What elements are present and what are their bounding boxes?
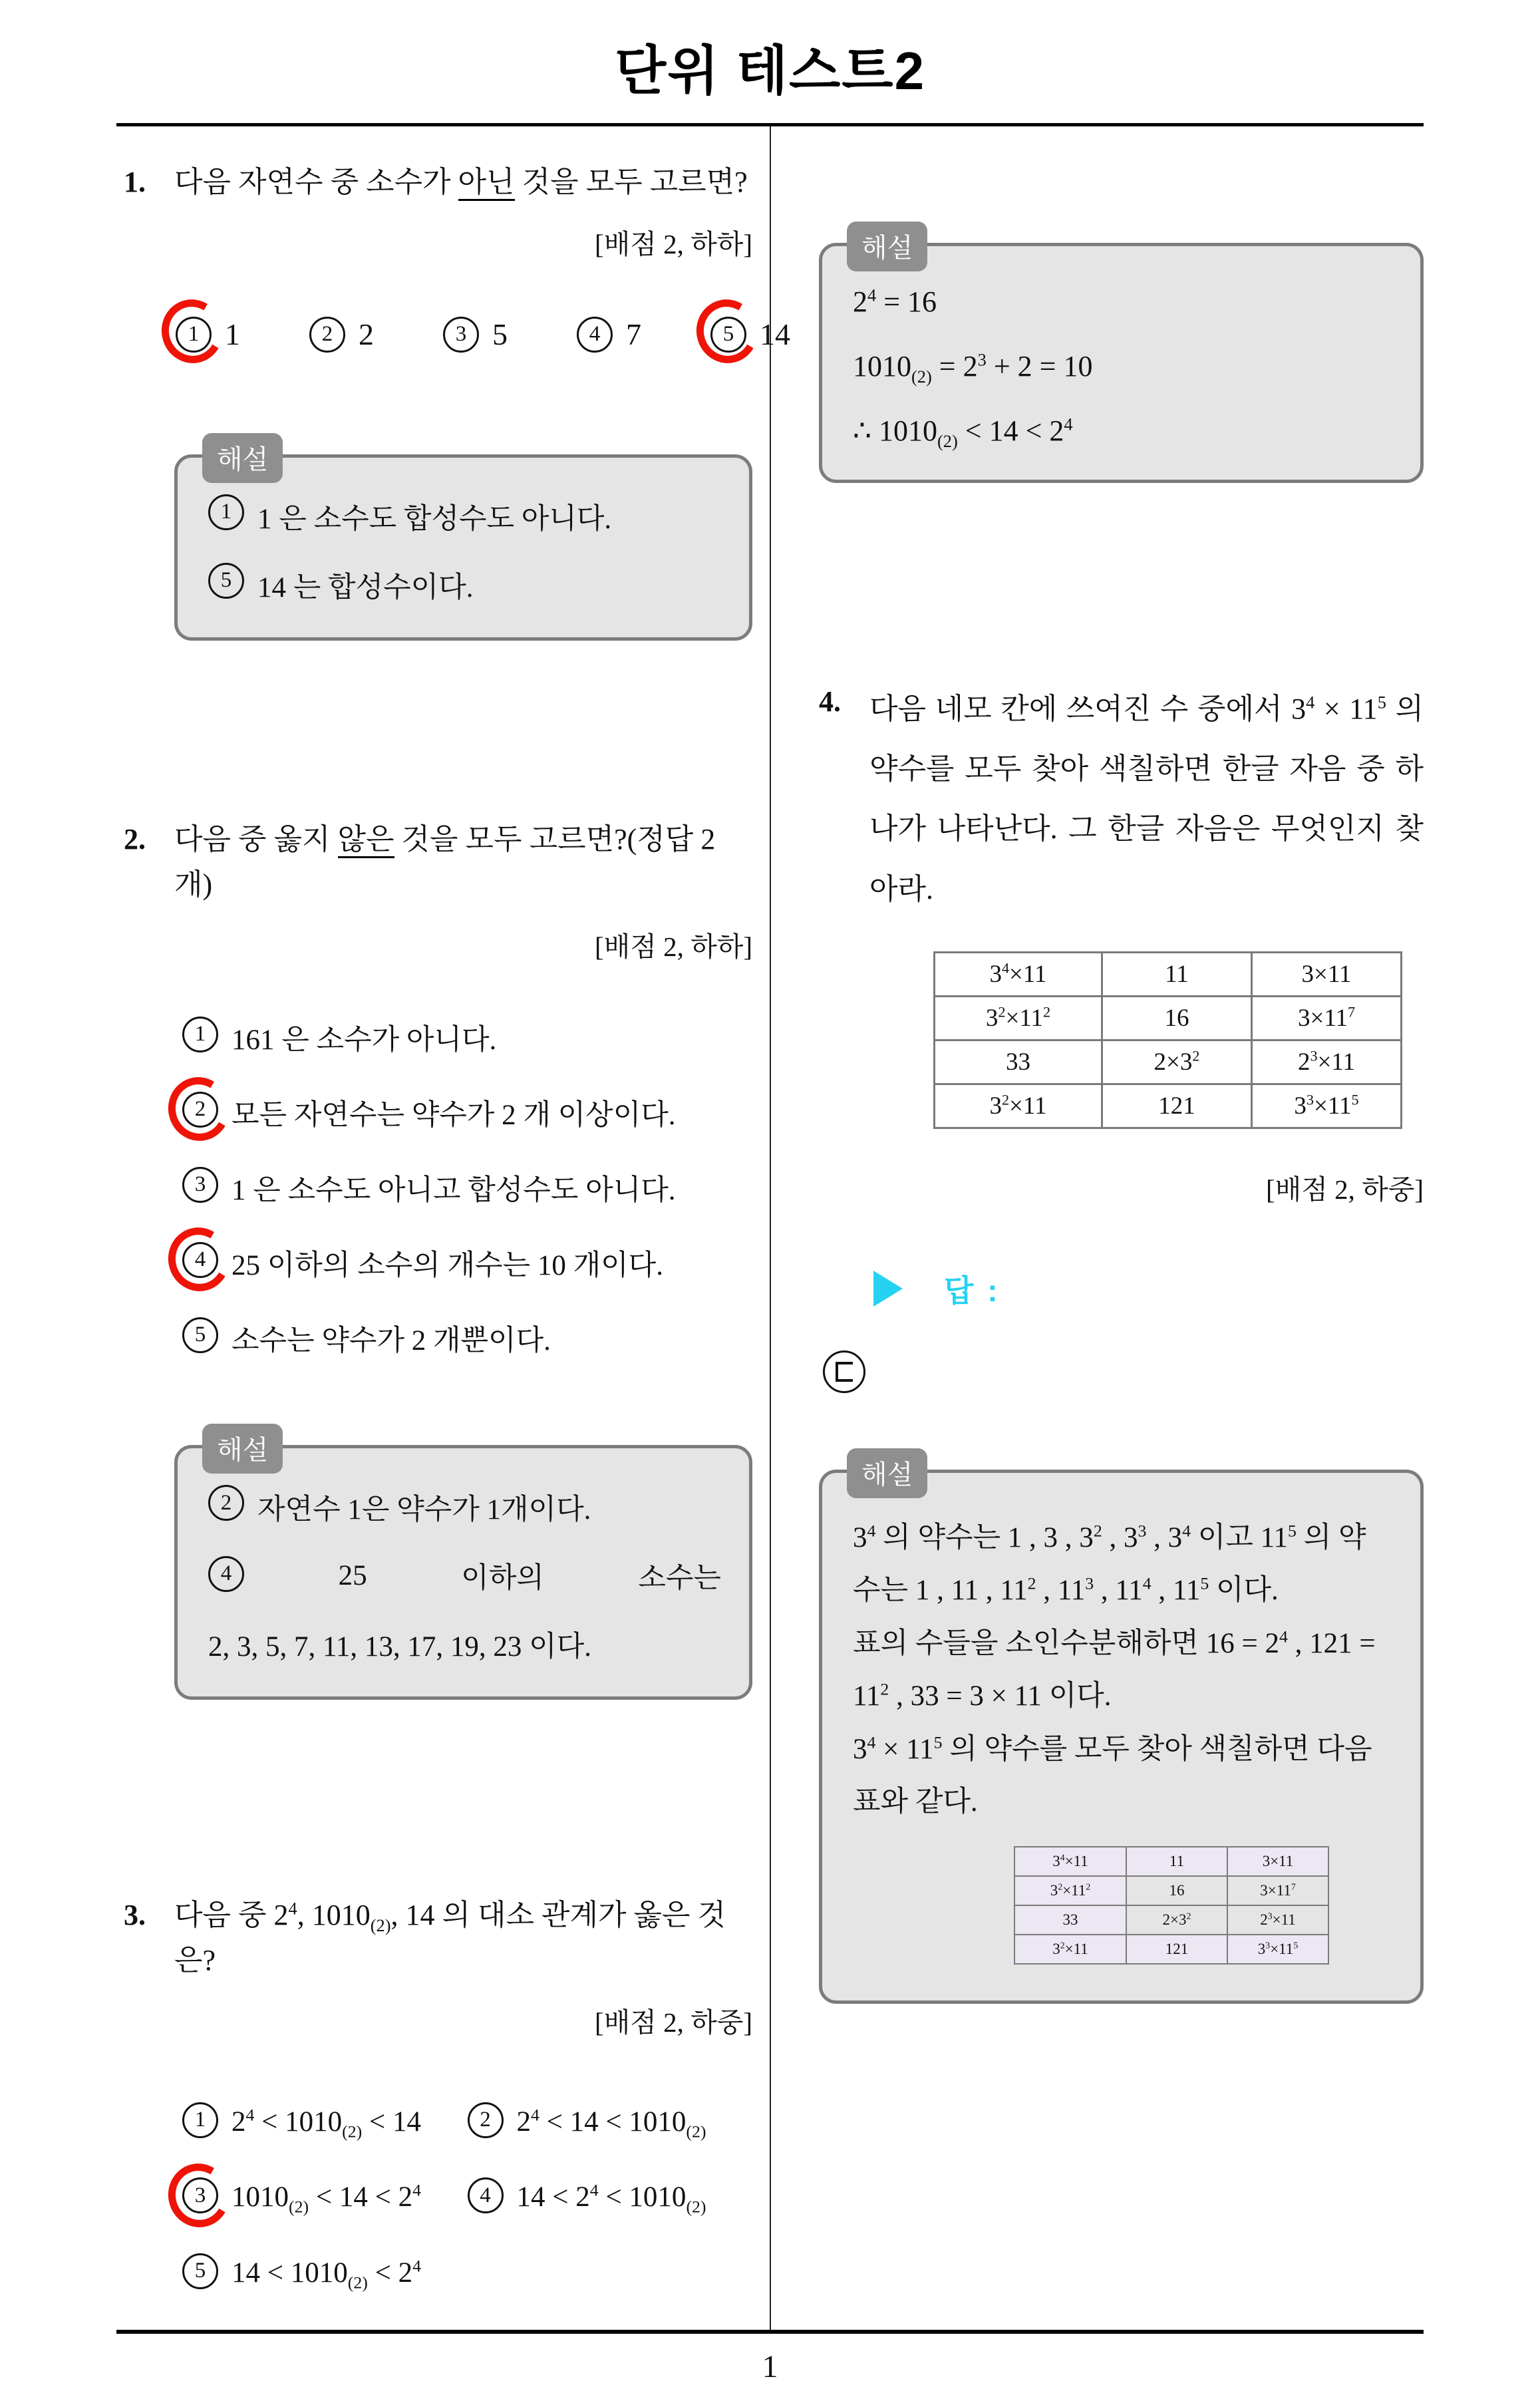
option-2 (468, 2103, 753, 2140)
option-math: $14 < 1010_{(2)} < 2^4$ (231, 2256, 422, 2293)
question-2-text: 다음 중 옳지 않은 것을 모두 고르면?(정답 2개) (174, 822, 716, 901)
explanation-paragraph: $3^4 \times 11^5$ 의 약수를 모두 찾아 색칠하면 다음 표와 같다. (853, 1732, 1372, 1818)
explanation-tab: 해설 (847, 222, 927, 271)
page-title: 단위 테스트2 (614, 41, 926, 100)
question-1-points: [배점 2, 하하] (595, 229, 752, 260)
explanation-paragraph: 표의 수들을 소인수분해하면 $16 = 2^4$ , $121 = 11^2$ , 33 = 3 × 11 이다. (853, 1627, 1376, 1712)
table-cell: $2^3\times 11$ (1252, 1040, 1402, 1084)
option-1 (176, 315, 240, 355)
question-3-options (182, 2103, 752, 2291)
question-2-points: [배점 2, 하하] (595, 931, 752, 963)
table-cell: $3^4\times 11$ (1014, 1847, 1126, 1876)
table-row (935, 1084, 1402, 1128)
option-marker: 4 (208, 1556, 244, 1592)
option-marker: 4 (468, 2177, 504, 2213)
option-4 (577, 315, 641, 355)
explanation-tab: 해설 (202, 433, 283, 483)
table-row (1014, 1847, 1328, 1876)
option-marker: 3 (443, 317, 479, 353)
option-text: 25 이하의 소수의 개수는 10 개이다. (231, 1250, 663, 1282)
two-column-layout (0, 126, 1540, 2330)
footer-rule (116, 2330, 1424, 2334)
option-math: $1010_{(2)} < 14 < 2^4$ (231, 2180, 422, 2217)
option-value: 7 (626, 317, 641, 352)
table-cell: $3^4\times 11$ (935, 952, 1102, 996)
option-marker: 5 (182, 2253, 218, 2289)
option-math: $2^4 < 14 < 1010_{(2)}$ (516, 2105, 706, 2142)
explanation-line: 4 25 이하의 소수는 (208, 1555, 721, 1596)
option-1 (182, 2103, 468, 2140)
question-1-options (176, 315, 790, 355)
explanation-line: $1010_{(2)} = 2^3 + 2 = 10$ (853, 349, 1093, 387)
question-3-points: [배점 2, 하중] (595, 2007, 752, 2038)
table-row (935, 952, 1402, 996)
option-5 (182, 1318, 752, 1358)
table-row (1014, 1935, 1328, 1964)
table-cell: $3\times 11^7$ (1252, 996, 1402, 1040)
table-cell: 121 (1126, 1935, 1227, 1964)
explanation-line: $2^4 = 16$ (853, 285, 937, 318)
table-cell: $3^2\times 11^2$ (935, 996, 1102, 1040)
table-row (1014, 1876, 1328, 1905)
option-2 (309, 315, 374, 355)
option-math: $14 < 2^4 < 1010_{(2)}$ (516, 2180, 706, 2217)
option-value: 5 (492, 317, 508, 352)
option-marker: 3 (182, 2177, 218, 2213)
table-cell: $3^2\times 11^2$ (1014, 1876, 1126, 1905)
explanation-line: 2, 3, 5, 7, 11, 13, 17, 19, 23 이다. (208, 1631, 591, 1663)
option-2 (182, 1092, 752, 1133)
table-cell: 33 (1014, 1905, 1126, 1935)
explanation-box-q1 (174, 444, 752, 641)
right-column (770, 126, 1540, 2330)
table-cell: $2^3\times 11$ (1227, 1905, 1328, 1935)
explanation-box-q3 (819, 233, 1424, 483)
question-1 (124, 160, 790, 641)
table-row (935, 1040, 1402, 1084)
answer-label: 답 : (944, 1273, 1001, 1308)
option-marker: 1 (208, 494, 244, 530)
option-3 (182, 1168, 752, 1208)
option-marker: 1 (182, 1017, 218, 1052)
solution-shaded-table (1014, 1846, 1329, 1965)
table-cell: 121 (1102, 1084, 1252, 1128)
left-column (0, 126, 790, 2330)
explanation-line: ∴ $1010_{(2)} < 14 < 2^4$ (853, 414, 1073, 451)
table-cell: 16 (1102, 996, 1252, 1040)
option-text: 1 은 소수도 아니고 합성수도 아니다. (231, 1175, 676, 1207)
option-3 (443, 315, 508, 355)
option-marker: 2 (182, 1092, 218, 1128)
table-cell: 33 (935, 1040, 1102, 1084)
option-value: 1 (225, 317, 240, 352)
option-5 (182, 2254, 421, 2291)
question-4 (819, 679, 1424, 2004)
option-value: 2 (359, 317, 374, 352)
option-1 (182, 1017, 752, 1058)
question-2-options (182, 1017, 752, 1358)
option-marker: 5 (710, 317, 746, 353)
option-text: 소수는 약수가 2 개뿐이다. (231, 1325, 551, 1357)
table-cell: $3^3\times 11^5$ (1227, 1935, 1328, 1964)
underlined-word: 않은 (338, 823, 394, 858)
table-cell: 3×11 (1252, 952, 1402, 996)
question-4-number: 4. (819, 685, 841, 718)
option-marker: 2 (468, 2102, 504, 2138)
explanation-line: 5 14 는 합성수이다. (208, 565, 721, 605)
option-marker: 4 (182, 1242, 218, 1278)
question-3-text: 다음 중 $2^4$, $1010_{(2)}$, 14 의 대소 관계가 옳은 것은? (174, 1898, 726, 1977)
table-row (935, 996, 1402, 1040)
option-marker: 5 (182, 1317, 218, 1353)
table-cell: $3^3\times 11^5$ (1252, 1084, 1402, 1128)
page-number: 1 (762, 2348, 778, 2384)
question-3-number: 3. (124, 1899, 146, 1932)
underlined-word: 아닌 (458, 166, 515, 201)
explanation-paragraph: $3^4$ 의 약수는 1 , 3 , $3^2$ , $3^3$ , $3^4$ 이고 $11^5$ 의 약수는 1 , 11 , $11^2$ , $11^3$ , $11^4$ , $11^5$ 이다. (853, 1521, 1366, 1607)
explanation-line: 2 자연수 1은 약수가 1개이다. (208, 1487, 721, 1527)
table-cell: $2\times 3^2$ (1102, 1040, 1252, 1084)
table-cell: 16 (1126, 1876, 1227, 1905)
question-3 (124, 1893, 752, 2291)
option-text: 161 은 소수가 아니다. (231, 1025, 497, 1056)
table-cell: $2\times 3^2$ (1126, 1905, 1227, 1935)
explanation-box-q4 (819, 1459, 1424, 2004)
table-cell: $3\times 11^7$ (1227, 1876, 1328, 1905)
answer-row (873, 1267, 1424, 1311)
option-4 (468, 2179, 753, 2216)
table-cell: $3^2\times 11$ (1014, 1935, 1126, 1964)
option-text: 모든 자연수는 약수가 2 개 이상이다. (231, 1100, 676, 1132)
option-marker: 1 (182, 2102, 218, 2138)
circled-hangul-tikeut-symbol (823, 1351, 865, 1393)
tikeut-glyph (836, 1362, 853, 1382)
question-2 (124, 817, 752, 1700)
option-3 (182, 2179, 468, 2216)
question-4-points: [배점 2, 하중] (1266, 1174, 1424, 1205)
option-4 (182, 1243, 752, 1283)
option-marker: 5 (208, 563, 244, 599)
table-cell: $3^2\times 11$ (935, 1084, 1102, 1128)
question-2-number: 2. (124, 822, 146, 856)
explanation-line: 1 1 은 소수도 합성수도 아니다. (208, 496, 721, 537)
question-1-number: 1. (124, 166, 146, 198)
option-marker: 2 (208, 1485, 244, 1521)
option-marker: 2 (309, 317, 345, 353)
option-value: 14 (760, 317, 790, 352)
question-1-text: 다음 자연수 중 소수가 아닌 것을 모두 고르면? (174, 160, 752, 205)
question-4-text: 다음 네모 칸에 쓰여진 수 중에서 $3^4 \times 11^5$ 의 약수를 모두 찾아 색칠하면 한글 자음 중 하나가 나타난다. 그 한글 자음은 무엇인지 찾아라. (869, 692, 1424, 905)
table-cell: 3×11 (1227, 1847, 1328, 1876)
option-math: $2^4 < 1010_{(2)} < 14$ (231, 2105, 422, 2142)
table-row (1014, 1905, 1328, 1935)
table-cell: 11 (1126, 1847, 1227, 1876)
explanation-tab: 해설 (847, 1448, 927, 1498)
question-4-number-table (933, 951, 1402, 1129)
table-cell: 11 (1102, 952, 1252, 996)
option-marker: 4 (577, 317, 613, 353)
option-marker: 1 (176, 317, 212, 353)
explanation-box-q2 (174, 1435, 752, 1700)
answer-arrow-icon (873, 1271, 903, 1307)
explanation-tab: 해설 (202, 1424, 283, 1474)
option-marker: 3 (182, 1167, 218, 1203)
